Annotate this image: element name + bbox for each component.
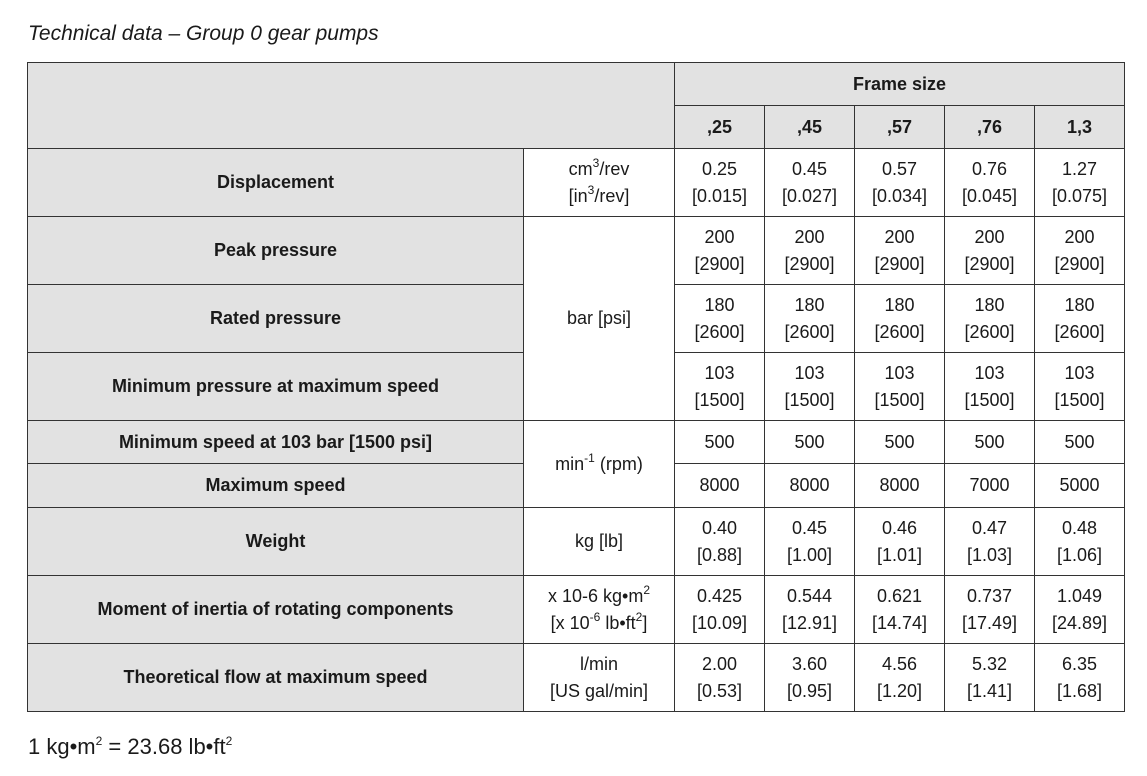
value-imperial: [1.20] bbox=[876, 680, 923, 701]
value-cell bbox=[675, 353, 765, 421]
value-imperial: [2600] bbox=[694, 321, 745, 342]
unit-text: [US gal/min] bbox=[549, 680, 649, 701]
value-cell bbox=[855, 644, 945, 712]
header-row-frame-size bbox=[28, 63, 1125, 106]
value-cell bbox=[1035, 644, 1125, 712]
footnote-text: = 23.68 lb•ft bbox=[102, 734, 226, 759]
value-imperial: [0.88] bbox=[696, 544, 743, 565]
value-metric: 0.45 bbox=[791, 517, 828, 538]
unit-text: bar [psi] bbox=[566, 308, 632, 328]
value-metric: 103 bbox=[884, 362, 915, 383]
value-cell bbox=[945, 508, 1035, 576]
value-imperial: [1500] bbox=[694, 389, 745, 410]
unit-text: l/min bbox=[579, 653, 618, 674]
value-metric: 3.60 bbox=[791, 653, 828, 674]
value-cell bbox=[1035, 508, 1125, 576]
unit-text: min bbox=[555, 453, 585, 474]
value-imperial: [2600] bbox=[784, 321, 835, 342]
table-row bbox=[28, 508, 1125, 576]
value-metric: 0.48 bbox=[1061, 517, 1098, 538]
unit-conversion-footnote bbox=[28, 734, 232, 760]
row-label: Minimum speed at 103 bar [1500 psi] bbox=[28, 421, 524, 464]
value-cell bbox=[945, 353, 1035, 421]
row-label: Moment of inertia of rotating components bbox=[28, 576, 524, 644]
value-imperial: [0.95] bbox=[786, 680, 833, 701]
value-cell bbox=[945, 149, 1035, 217]
frame-size-col: ,76 bbox=[945, 106, 1035, 149]
value-cell bbox=[765, 217, 855, 285]
unit-text: kg [lb] bbox=[574, 531, 624, 551]
value-cell: 7000 bbox=[945, 464, 1035, 508]
row-label: Maximum speed bbox=[28, 464, 524, 508]
frame-size-col: ,57 bbox=[855, 106, 945, 149]
unit-text: /rev] bbox=[594, 185, 630, 206]
table-row bbox=[28, 576, 1125, 644]
value-cell bbox=[1035, 353, 1125, 421]
value-metric: 103 bbox=[1064, 362, 1095, 383]
unit-text: (rpm) bbox=[594, 453, 643, 474]
value-imperial: [1.41] bbox=[966, 680, 1013, 701]
unit-text: /rev bbox=[599, 158, 630, 179]
value-metric: 0.40 bbox=[701, 517, 738, 538]
value-imperial: [12.91] bbox=[781, 612, 838, 633]
unit-text: cm bbox=[568, 158, 593, 179]
value-imperial: [0.045] bbox=[961, 185, 1018, 206]
value-cell bbox=[945, 576, 1035, 644]
value-cell: 500 bbox=[675, 421, 765, 464]
value-cell bbox=[675, 285, 765, 353]
value-cell bbox=[765, 576, 855, 644]
unit-cell bbox=[524, 644, 675, 712]
unit-cell bbox=[524, 421, 675, 508]
row-label: Rated pressure bbox=[28, 285, 524, 353]
table-row bbox=[28, 149, 1125, 217]
value-imperial: [2600] bbox=[964, 321, 1015, 342]
value-metric: 1.27 bbox=[1061, 158, 1098, 179]
value-imperial: [0.53] bbox=[696, 680, 743, 701]
value-metric: 0.425 bbox=[696, 585, 743, 606]
row-label: Theoretical flow at maximum speed bbox=[28, 644, 524, 712]
value-imperial: [2900] bbox=[874, 253, 925, 274]
value-metric: 0.46 bbox=[881, 517, 918, 538]
unit-text: [x 10 bbox=[550, 612, 590, 633]
value-cell bbox=[765, 644, 855, 712]
value-imperial: [2900] bbox=[1054, 253, 1105, 274]
value-metric: 0.544 bbox=[786, 585, 833, 606]
value-imperial: [0.027] bbox=[781, 185, 838, 206]
row-label: Minimum pressure at maximum speed bbox=[28, 353, 524, 421]
value-cell bbox=[1035, 217, 1125, 285]
footnote-superscript: 2 bbox=[225, 733, 233, 748]
value-cell: 500 bbox=[945, 421, 1035, 464]
value-cell: 8000 bbox=[855, 464, 945, 508]
value-metric: 2.00 bbox=[701, 653, 738, 674]
value-imperial: [2900] bbox=[694, 253, 745, 274]
value-metric: 5.32 bbox=[971, 653, 1008, 674]
value-cell bbox=[855, 149, 945, 217]
unit-cell bbox=[524, 217, 675, 421]
value-cell bbox=[675, 149, 765, 217]
unit-text: lb•ft bbox=[600, 612, 636, 633]
value-cell bbox=[855, 576, 945, 644]
value-imperial: [2900] bbox=[784, 253, 835, 274]
value-metric: 0.621 bbox=[876, 585, 923, 606]
value-cell: 500 bbox=[855, 421, 945, 464]
unit-text: [in bbox=[568, 185, 588, 206]
unit-superscript: 3 bbox=[587, 182, 595, 197]
value-cell bbox=[675, 644, 765, 712]
value-cell bbox=[765, 149, 855, 217]
value-cell bbox=[1035, 149, 1125, 217]
unit-superscript: -1 bbox=[584, 450, 595, 465]
unit-cell bbox=[524, 149, 675, 217]
table-caption: Technical data – Group 0 gear pumps bbox=[28, 22, 379, 45]
header-blank-cell bbox=[28, 63, 675, 149]
value-imperial: [1.00] bbox=[786, 544, 833, 565]
value-metric: 0.25 bbox=[701, 158, 738, 179]
value-imperial: [2600] bbox=[874, 321, 925, 342]
value-cell: 8000 bbox=[765, 464, 855, 508]
unit-cell bbox=[524, 576, 675, 644]
frame-size-col: 1,3 bbox=[1035, 106, 1125, 149]
table-row bbox=[28, 421, 1125, 464]
value-cell bbox=[675, 217, 765, 285]
value-cell bbox=[1035, 576, 1125, 644]
value-metric: 0.45 bbox=[791, 158, 828, 179]
value-imperial: [14.74] bbox=[871, 612, 928, 633]
value-imperial: [1.03] bbox=[966, 544, 1013, 565]
value-imperial: [0.075] bbox=[1051, 185, 1108, 206]
value-imperial: [0.034] bbox=[871, 185, 928, 206]
value-metric: 200 bbox=[974, 226, 1005, 247]
value-imperial: [1500] bbox=[1054, 389, 1105, 410]
value-cell bbox=[945, 285, 1035, 353]
value-cell bbox=[675, 508, 765, 576]
table-row bbox=[28, 644, 1125, 712]
value-imperial: [1500] bbox=[784, 389, 835, 410]
value-imperial: [2900] bbox=[964, 253, 1015, 274]
value-metric: 180 bbox=[974, 294, 1005, 315]
value-imperial: [2600] bbox=[1054, 321, 1105, 342]
value-imperial: [1500] bbox=[964, 389, 1015, 410]
value-metric: 180 bbox=[704, 294, 735, 315]
value-cell bbox=[765, 353, 855, 421]
value-cell: 5000 bbox=[1035, 464, 1125, 508]
value-cell bbox=[765, 285, 855, 353]
unit-superscript: 2 bbox=[643, 582, 651, 597]
footnote-superscript: 2 bbox=[95, 733, 103, 748]
value-metric: 180 bbox=[884, 294, 915, 315]
frame-size-col: ,45 bbox=[765, 106, 855, 149]
value-cell bbox=[675, 576, 765, 644]
value-metric: 180 bbox=[1064, 294, 1095, 315]
unit-superscript: 3 bbox=[592, 155, 600, 170]
value-imperial: [1500] bbox=[874, 389, 925, 410]
value-metric: 103 bbox=[974, 362, 1005, 383]
unit-superscript: -6 bbox=[589, 609, 601, 624]
value-cell bbox=[765, 508, 855, 576]
value-metric: 180 bbox=[794, 294, 825, 315]
frame-size-header: Frame size bbox=[675, 63, 1125, 106]
value-metric: 4.56 bbox=[881, 653, 918, 674]
row-label: Displacement bbox=[28, 149, 524, 217]
value-cell: 500 bbox=[1035, 421, 1125, 464]
value-imperial: [0.015] bbox=[691, 185, 748, 206]
value-metric: 0.57 bbox=[881, 158, 918, 179]
value-metric: 6.35 bbox=[1061, 653, 1098, 674]
value-metric: 1.049 bbox=[1056, 585, 1103, 606]
frame-size-col: ,25 bbox=[675, 106, 765, 149]
value-metric: 200 bbox=[1064, 226, 1095, 247]
value-metric: 200 bbox=[884, 226, 915, 247]
unit-cell bbox=[524, 508, 675, 576]
row-label: Peak pressure bbox=[28, 217, 524, 285]
table-row bbox=[28, 217, 1125, 285]
technical-data-table bbox=[27, 62, 1125, 712]
value-cell: 500 bbox=[765, 421, 855, 464]
value-imperial: [10.09] bbox=[691, 612, 748, 633]
value-metric: 103 bbox=[704, 362, 735, 383]
unit-text: x 10-6 kg•m bbox=[547, 585, 644, 606]
value-imperial: [1.68] bbox=[1056, 680, 1103, 701]
value-metric: 0.737 bbox=[966, 585, 1013, 606]
value-metric: 200 bbox=[794, 226, 825, 247]
value-cell bbox=[945, 217, 1035, 285]
value-cell bbox=[855, 353, 945, 421]
value-cell bbox=[855, 217, 945, 285]
value-imperial: [24.89] bbox=[1051, 612, 1108, 633]
footnote-text: 1 kg•m bbox=[28, 734, 96, 759]
row-label: Weight bbox=[28, 508, 524, 576]
value-imperial: [17.49] bbox=[961, 612, 1018, 633]
value-metric: 103 bbox=[794, 362, 825, 383]
value-imperial: [1.01] bbox=[876, 544, 923, 565]
value-cell: 8000 bbox=[675, 464, 765, 508]
value-cell bbox=[945, 644, 1035, 712]
unit-text: ] bbox=[642, 612, 648, 633]
value-metric: 0.76 bbox=[971, 158, 1008, 179]
value-cell bbox=[855, 508, 945, 576]
value-cell bbox=[855, 285, 945, 353]
value-metric: 0.47 bbox=[971, 517, 1008, 538]
value-imperial: [1.06] bbox=[1056, 544, 1103, 565]
value-metric: 200 bbox=[704, 226, 735, 247]
unit-superscript: 2 bbox=[635, 609, 643, 624]
value-cell bbox=[1035, 285, 1125, 353]
